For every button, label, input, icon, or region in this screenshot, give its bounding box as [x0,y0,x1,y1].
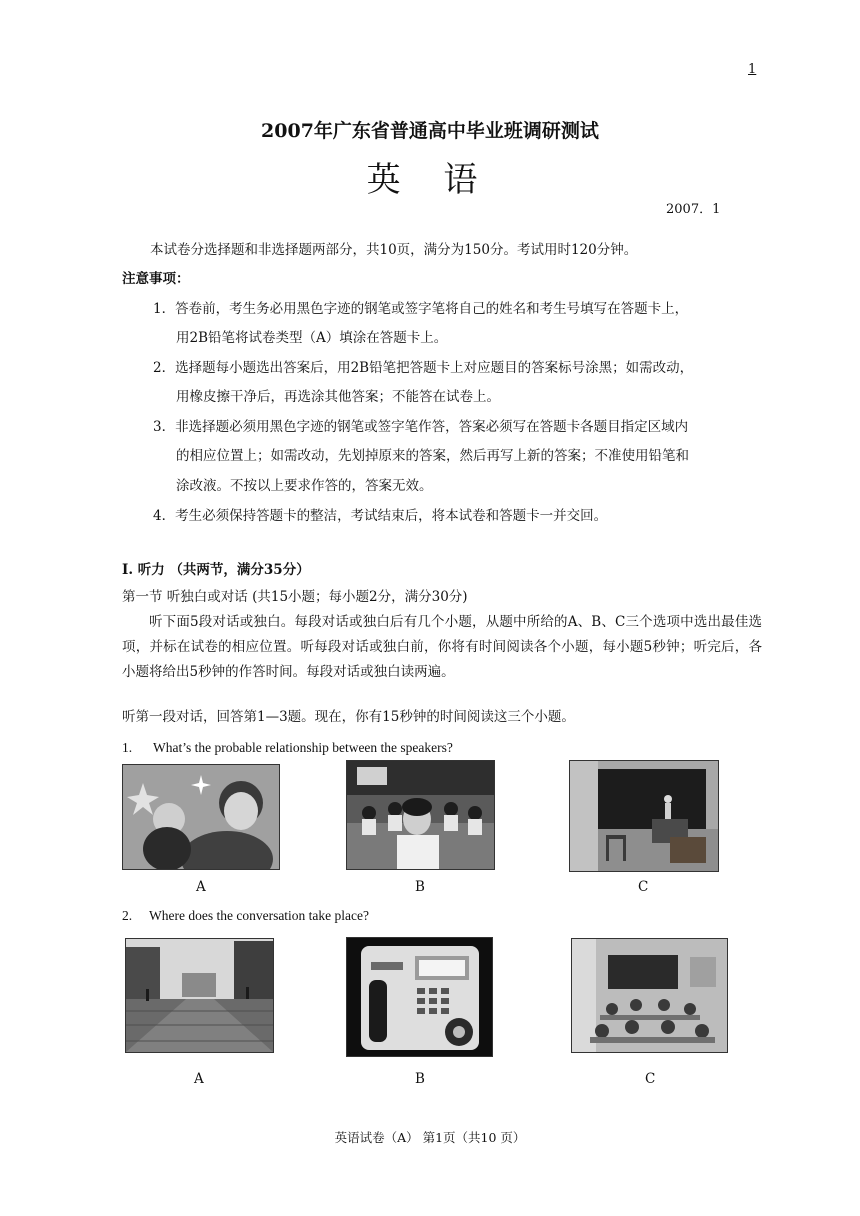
q2-option-b-image [346,937,493,1057]
question-1-number: 1. [122,740,133,755]
q1-option-c-image [569,760,719,872]
q1-option-a-label: A [196,879,206,895]
subject-title: 英 语 [366,160,494,200]
q1-option-b-label: B [415,879,425,895]
notice-3-line-2: 的相应位置上；如需改动，先划掉原来的答案，然后再写上新的答案；不准使用铅笔和 [176,448,689,464]
page-number: 1 [748,62,757,77]
notice-1-line-1: 1．答卷前，考生务必用黑色字迹的钢笔或签字笔将自己的姓名和考生号填写在答题卡上， [153,301,689,317]
q1-option-b-image [346,760,495,870]
notice-4-line-1: 4．考生必须保持答题卡的整洁，考试结束后，将本试卷和答题卡一并交回。 [153,508,608,524]
question-2-number: 2. [122,908,133,923]
notice-1-line-2: 用2B铅笔将试卷类型（A）填涂在答题卡上。 [176,330,448,346]
notice-heading: 注意事项： [122,271,190,287]
question-2-text: Where does the conversation take place? [149,908,370,923]
listening-instructions: 听下面5段对话或独白。每段对话或独白后有几个小题，从题中所给的A、B、C三个选项中选出最佳选项，并标在试卷的相应位置。听每段对话或独白前，你将有时间阅读各个小题，每小题5秒钟；听完后，各小题将给出5秒钟的作答时间。每段对话或独白读两遍。 [122,614,762,680]
exam-title: 2007年广东省普通高中毕业班调研测试 [261,120,599,142]
q2-option-c-label: C [645,1071,656,1087]
q2-option-a-label: A [194,1071,204,1087]
dialogue-intro: 听第一段对话，回答第1—3题。现在，你有15秒钟的时间阅读这三个小题。 [122,709,575,725]
section-heading: I. 听力 （共两节，满分35分） [122,562,310,578]
q2-option-b-label: B [415,1071,425,1087]
q1-option-c-label: C [638,879,649,895]
page-footer: 英语试卷（A） 第1页（共10 页） [334,1130,526,1145]
exam-date: 2007．1 [666,202,721,217]
intro-text: 本试卷分选择题和非选择题两部分，共10页，满分为150分。考试用时120分钟。 [150,242,638,258]
question-1-text: What’s the probable relationship between the speakers? [153,740,453,755]
q2-option-a-image [125,938,274,1053]
part-heading: 第一节 听独白或对话 (共15小题；每小题2分，满分30分) [122,589,468,605]
notice-3-line-3: 涂改液。不按以上要求作答的，答案无效。 [176,478,433,494]
notice-2-line-1: 2．选择题每小题选出答案后，用2B铅笔把答题卡上对应题目的答案标号涂黑；如需改动， [153,360,694,376]
notice-2-line-2: 用橡皮擦干净后，再选涂其他答案；不能答在试卷上。 [176,389,500,405]
q2-option-c-image [571,938,728,1053]
notice-3-line-1: 3．非选择题必须用黑色字迹的钢笔或签字笔作答，答案必须写在答题卡各题目指定区域内 [153,419,689,435]
q1-option-a-image [122,764,280,870]
